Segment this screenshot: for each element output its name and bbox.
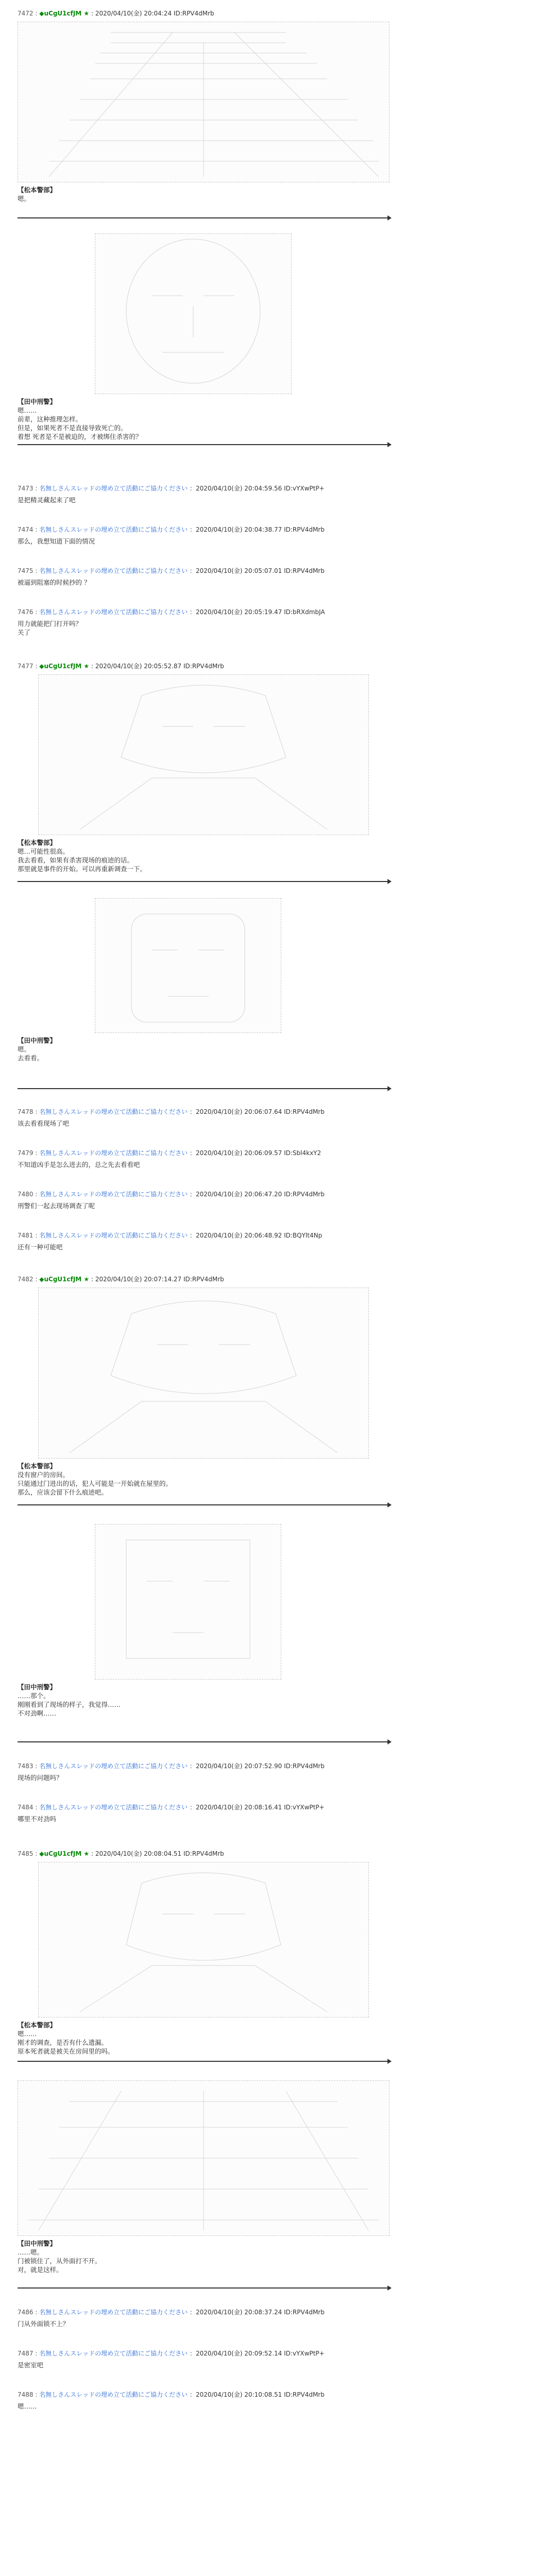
post-body: [18, 496, 526, 504]
post-meta: : 2020/04/10(金) 20:08:04.51 ID:RPV4dMrb: [91, 1850, 224, 1857]
post-line: 前辈，这种推理怎样。: [18, 415, 82, 423]
post-body: [18, 185, 526, 203]
post-line: 那么，应该会留下什么痕迹吧。: [18, 1488, 108, 1496]
post-continuation: [18, 894, 526, 1062]
post-header: [18, 1803, 526, 1811]
ascii-art-face: [95, 898, 281, 1033]
post-continuation: [18, 1520, 526, 1718]
post-number[interactable]: 7472 :: [18, 10, 38, 17]
speaker-label: 【田中刑警】: [18, 1683, 57, 1691]
ascii-art-lines: [39, 675, 368, 835]
post-author: 名無しさんスレッドの埋め立て活動にご協力ください: [39, 526, 188, 533]
post-author: 名無しさんスレッドの埋め立て活動にご協力ください: [39, 1191, 188, 1198]
post-header: [18, 608, 526, 616]
post-meta: ：2020/04/10(金) 20:09:52.14 ID:vYXwPtP+: [189, 2350, 325, 2357]
divider-arrow: [18, 1504, 388, 1505]
post-meta: ：2020/04/10(金) 20:10:08.51 ID:RPV4dMrb: [189, 2391, 325, 2398]
speaker-label: 【松本警部】: [18, 2021, 57, 2029]
post-author: 名無しさんスレッドの埋め立て活動にご協力ください: [39, 1804, 188, 1811]
post-author: 名無しさんスレッドの埋め立て活動にご協力ください: [39, 1108, 188, 1115]
post-header: [18, 484, 526, 493]
divider-arrow: [18, 1741, 388, 1742]
post: [18, 526, 526, 546]
post-author: ◆uCgU1cfJM ★: [39, 663, 90, 670]
post-header: [18, 1275, 526, 1283]
post: [18, 1149, 526, 1169]
post-body: [18, 619, 526, 637]
ascii-art-lines: [39, 1288, 368, 1458]
post: [18, 484, 526, 504]
ascii-art-scene: [18, 2080, 390, 2236]
post-line: 嗯……: [18, 2402, 37, 2410]
post-number[interactable]: 7477 :: [18, 663, 38, 670]
ascii-art-lines: [18, 2081, 389, 2235]
post-header: [18, 662, 526, 670]
post-author: 名無しさんスレッドの埋め立て活動にご協力ください: [39, 485, 188, 492]
post-number[interactable]: 7485 :: [18, 1850, 38, 1857]
post: [18, 2308, 526, 2328]
post: [18, 1803, 526, 1823]
post-number[interactable]: 7481 :: [18, 1232, 38, 1239]
post-meta: : 2020/04/10(金) 20:05:52.87 ID:RPV4dMrb: [91, 663, 224, 670]
speaker-label: 【田中刑警】: [18, 2240, 57, 2247]
post-author: 名無しさんスレッドの埋め立て活動にご協力ください: [39, 1149, 188, 1157]
post-meta: ：2020/04/10(金) 20:06:47.20 ID:RPV4dMrb: [189, 1191, 325, 1198]
ascii-art-lines: [18, 22, 389, 182]
post-author: 名無しさんスレッドの埋め立て活動にご協力ください: [39, 2309, 188, 2316]
ascii-art-character: [38, 1862, 369, 2018]
post-body: [18, 838, 526, 873]
post-header: [18, 1231, 526, 1240]
post-line: 被逼到阻塞的时候抄的 ？: [18, 579, 91, 586]
post-meta: ：2020/04/10(金) 20:04:59.56 ID:vYXwPtP+: [189, 485, 325, 492]
post: [18, 608, 526, 637]
post: [18, 1275, 526, 1497]
post: [18, 1762, 526, 1782]
post-line: 嗯……: [18, 2030, 37, 2038]
post-body: [18, 1036, 526, 1062]
post-line: 嗯。: [18, 1045, 31, 1053]
post-meta: ：2020/04/10(金) 20:05:07.01 ID:RPV4dMrb: [189, 567, 325, 574]
divider-arrow: [18, 444, 388, 445]
post-header: [18, 2391, 526, 2399]
post-number[interactable]: 7484 :: [18, 1804, 38, 1811]
post-line: 门从外面锁不上？: [18, 2320, 70, 2328]
speaker-label: 【田中刑警】: [18, 398, 57, 405]
post-author: 名無しさんスレッドの埋め立て活動にご協力ください: [39, 567, 188, 574]
ascii-art-face: [95, 233, 292, 394]
ascii-art-lines: [95, 234, 291, 394]
post-header: [18, 1108, 526, 1116]
post-header: [18, 1149, 526, 1157]
post-number[interactable]: 7473 :: [18, 485, 38, 492]
post: [18, 662, 526, 873]
post-meta: : 2020/04/10(金) 20:04:24 ID:RPV4dMrb: [91, 10, 214, 17]
post-author: 名無しさんスレッドの埋め立て活動にご協力ください: [39, 1232, 188, 1239]
post-body: [18, 1119, 526, 1128]
post-line: 现场的问题吗？: [18, 1774, 63, 1782]
post-body: [18, 2319, 526, 2328]
post-number[interactable]: 7483 :: [18, 1762, 38, 1770]
post-header: [18, 1850, 526, 1858]
post-header: [18, 1190, 526, 1198]
post-header: [18, 2308, 526, 2316]
ascii-art-lines: [39, 1862, 368, 2017]
speaker-label: 【松本警部】: [18, 839, 57, 846]
post-line: 是密室吧: [18, 2361, 44, 2369]
post-line: 刑警们一起去现场调查了呢: [18, 1202, 95, 1210]
ascii-art-lines: [95, 899, 281, 1032]
post-body: [18, 2239, 526, 2274]
ascii-art-character: [38, 1287, 369, 1459]
post-line: 不知道凶手是怎么进去的，总之先去看看吧: [18, 1161, 140, 1168]
post-meta: ：2020/04/10(金) 20:05:19.47 ID:bRXdmbJA: [189, 608, 325, 616]
post-body: [18, 1160, 526, 1169]
post-author: ◆uCgU1cfJM ★: [39, 1850, 90, 1857]
post: [18, 1231, 526, 1251]
divider-arrow: [18, 2061, 388, 2062]
speaker-label: 【松本警部】: [18, 1462, 57, 1470]
post-number[interactable]: 7474 :: [18, 526, 38, 533]
post-line: 哪里不对劲吗: [18, 1815, 57, 1823]
post-line: 没有窗户的房间。: [18, 1471, 70, 1479]
divider-arrow: [18, 881, 388, 882]
post-author: 名無しさんスレッドの埋め立て活動にご協力ください: [39, 2350, 188, 2357]
post: [18, 567, 526, 587]
post-continuation: [18, 229, 526, 441]
post-meta: : 2020/04/10(金) 20:07:14.27 ID:RPV4dMrb: [91, 1276, 224, 1283]
post-number[interactable]: 7476 :: [18, 608, 38, 616]
ascii-art-character: [38, 674, 369, 835]
post-line: 嗯…可能性很高。: [18, 848, 70, 855]
post-line: ……嗯。: [18, 2248, 44, 2256]
post-line: 着想 死者是不是被迫的，才被绑住杀害的？: [18, 433, 142, 440]
post-author: 名無しさんスレッドの埋め立て活動にご協力ください: [39, 1762, 188, 1770]
speaker-label: 【松本警部】: [18, 186, 57, 194]
post-line: 我去看看，如果有杀害现场的痕迹的话。: [18, 856, 134, 864]
post-header: [18, 1762, 526, 1770]
post-line: 但是，如果死者不是直接导致死亡的。: [18, 424, 127, 432]
post-line: 去看看。: [18, 1054, 44, 1062]
post-header: [18, 9, 526, 18]
post-line: 那么，我想知道下面的情况: [18, 537, 95, 545]
post-line: 刚刚看到了现场的样子，我觉得……: [18, 1701, 121, 1708]
post-line: 嗯。: [18, 195, 31, 202]
post-line: 用力就能把门打开吗？: [18, 620, 82, 628]
post: [18, 9, 526, 203]
post: [18, 1190, 526, 1210]
post-line: 门被锁住了，从外面打不开。: [18, 2257, 102, 2265]
post-number[interactable]: 7488 :: [18, 2391, 38, 2398]
post-meta: ：2020/04/10(金) 20:08:16.41 ID:vYXwPtP+: [189, 1804, 325, 1811]
post-header: [18, 567, 526, 575]
post-continuation: [18, 2076, 526, 2274]
post-line: 对，就是这样。: [18, 2266, 63, 2274]
post-meta: ：2020/04/10(金) 20:06:48.92 ID:BQYlt4Np: [189, 1232, 323, 1239]
divider-arrow: [18, 217, 388, 218]
post-body: [18, 1815, 526, 1823]
post-body: [18, 397, 526, 441]
divider-arrow: [18, 1088, 388, 1089]
post-line: 不对劲啊……: [18, 1709, 57, 1717]
post-number[interactable]: 7478 :: [18, 1108, 38, 1115]
post-line: 只能通过门进出的话，犯人可能是一开始就在屋里的。: [18, 1480, 173, 1487]
post-number[interactable]: 7487 :: [18, 2350, 38, 2357]
post-body: [18, 1462, 526, 1497]
post-header: [18, 2349, 526, 2358]
post-body: [18, 537, 526, 546]
post-line: 那里就是事件的开始。可以再重新调查一下。: [18, 865, 147, 873]
post-number[interactable]: 7479 :: [18, 1149, 38, 1157]
post-number[interactable]: 7480 :: [18, 1191, 38, 1198]
post-author: ◆uCgU1cfJM ★: [39, 1276, 90, 1283]
post-body: [18, 1683, 526, 1718]
post-author: 名無しさんスレッドの埋め立て活動にご協力ください: [39, 608, 188, 616]
post-meta: ：2020/04/10(金) 20:06:09.57 ID:Sbl4kxY2: [189, 1149, 322, 1157]
post-author: ◆uCgU1cfJM ★: [39, 10, 90, 17]
post-line: 该去看看现场了吧: [18, 1120, 70, 1127]
post-meta: ：2020/04/10(金) 20:08:37.24 ID:RPV4dMrb: [189, 2309, 325, 2316]
post-body: [18, 1201, 526, 1210]
post-line: 是把精灵藏起来了吧: [18, 496, 76, 504]
ascii-art-lines: [95, 1524, 281, 1679]
post-line: 关了: [18, 629, 31, 636]
post: [18, 1108, 526, 1128]
speaker-label: 【田中刑警】: [18, 1037, 57, 1044]
post-line: 原本死者就是被关在房间里的吗。: [18, 2047, 114, 2055]
post-body: [18, 2402, 526, 2411]
ascii-art-scene: [18, 22, 390, 182]
post-line: 嗯……: [18, 406, 37, 414]
post-number[interactable]: 7486 :: [18, 2309, 38, 2316]
post: [18, 2349, 526, 2369]
post-meta: ：2020/04/10(金) 20:04:38.77 ID:RPV4dMrb: [189, 526, 325, 533]
post-body: [18, 578, 526, 587]
post: [18, 2391, 526, 2411]
post-meta: ：2020/04/10(金) 20:06:07.64 ID:RPV4dMrb: [189, 1108, 325, 1115]
post: [18, 1850, 526, 2056]
post-body: [18, 1243, 526, 1251]
post-header: [18, 526, 526, 534]
ascii-art-face: [95, 1524, 281, 1680]
post-number[interactable]: 7482 :: [18, 1276, 38, 1283]
divider-arrow: [18, 2287, 388, 2289]
post-body: [18, 2021, 526, 2056]
post-number[interactable]: 7475 :: [18, 567, 38, 574]
post-line: ……那个。: [18, 1692, 50, 1700]
post-body: [18, 2361, 526, 2369]
post-line: 还有一种可能吧: [18, 1243, 63, 1251]
post-body: [18, 1773, 526, 1782]
post-author: 名無しさんスレッドの埋め立て活動にご協力ください: [39, 2391, 188, 2398]
post-meta: ：2020/04/10(金) 20:07:52.90 ID:RPV4dMrb: [189, 1762, 325, 1770]
post-line: 刚才的调查，是否有什么遗漏。: [18, 2039, 108, 2046]
